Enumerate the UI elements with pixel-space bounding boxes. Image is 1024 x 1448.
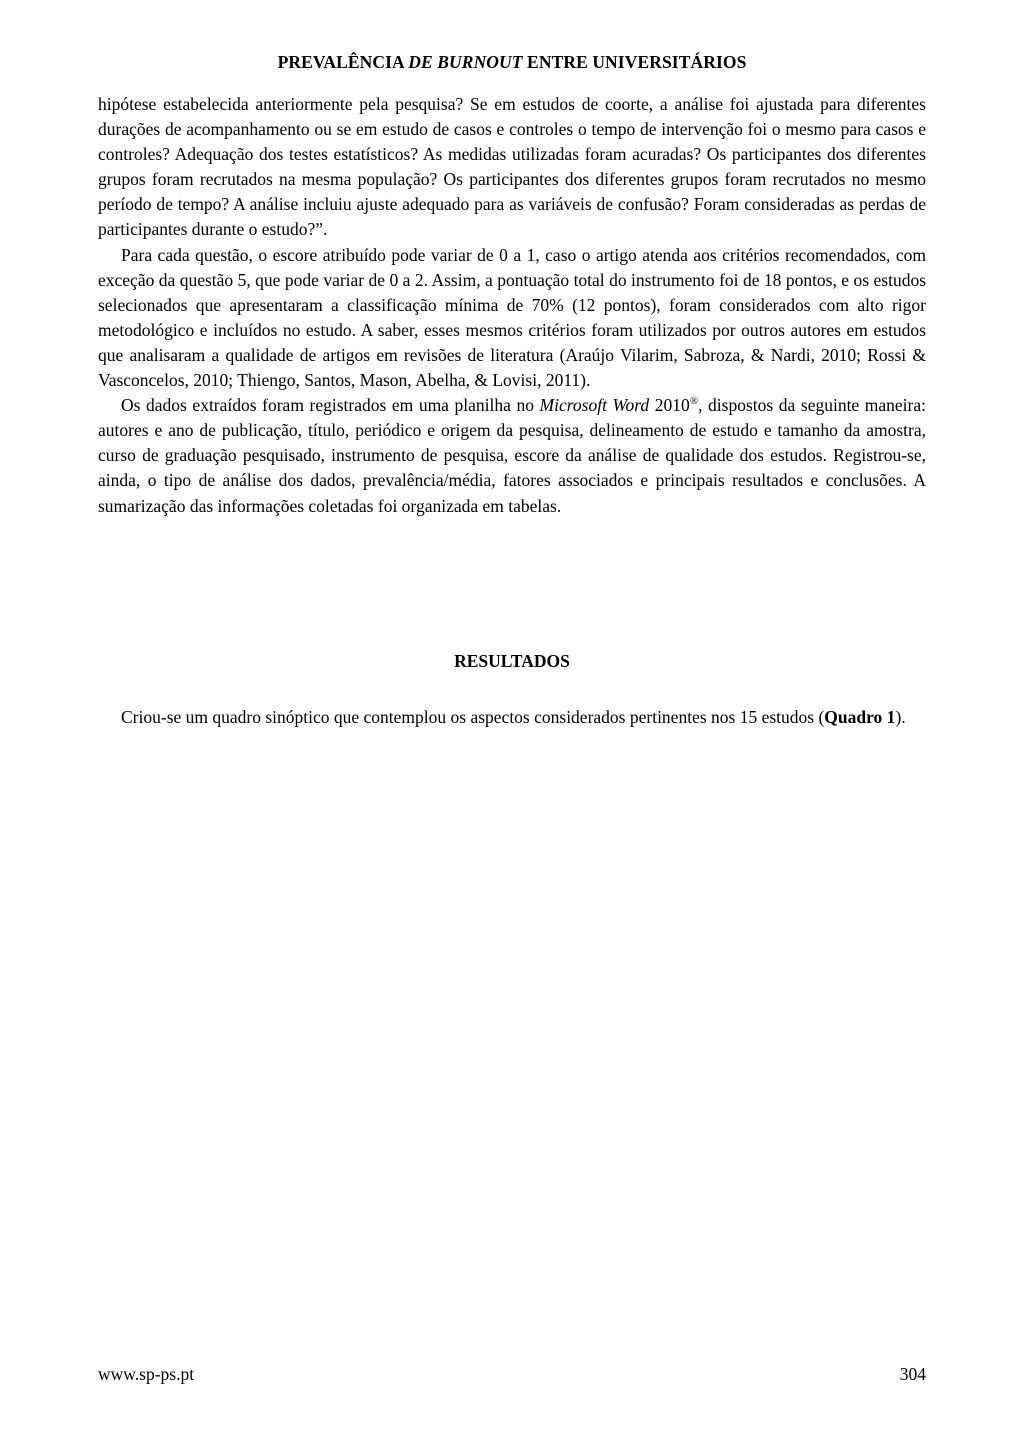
results-paragraph-bold: Quadro 1 (824, 707, 896, 727)
footer-url: www.sp-ps.pt (98, 1364, 195, 1384)
results-text (98, 705, 926, 730)
results-paragraph-text-a: Criou-se um quadro sinóptico que contemplou os aspectos considerados pertinentes nos 15 estudos ( (121, 707, 825, 727)
running-head-part1: PREVALÊNCIA (277, 52, 409, 72)
body-text (98, 92, 926, 519)
paragraph-1: hipótese estabelecida anteriormente pela pesquisa? Se em estudos de coorte, a análise foi ajustada para diferentes durações de acompanhamento ou se em estudo de casos e controles o tempo de intervenção foi o mesmo para casos e controles? Adequação dos testes estatísticos? As medidas utilizadas foram acuradas? Os participantes dos diferentes grupos foram recrutados na mesma população? Os participantes dos diferentes grupos foram recrutados no mesmo período de tempo? A análise incluiu ajuste adequado para as variáveis de confusão? Foram consideradas as perdas de participantes durante o estudo?”. (98, 94, 926, 240)
paragraph-3-text-a: Os dados extraídos foram registrados em uma planilha no (121, 395, 540, 416)
paragraph-3-text-c: , dispostos da seguinte maneira: autores e ano de publicação, título, periódico e origem da pesquisa, delineamento de estudo e tamanho da amostra, curso de graduação pesquisado, instrumento de pesquisa, escore da análise de qualidade dos estudos. Registrou-se, ainda, o tipo de análise dos dados, prevalência/média, fatores associados e principais resultados e conclusões. A sumarização das informações coletadas foi organizada em tabelas. (98, 395, 926, 516)
running-head-part2: ENTRE UNIVERSITÁRIOS (522, 52, 747, 72)
paragraph-2: Para cada questão, o escore atribuído pode variar de 0 a 1, caso o artigo atenda aos critérios recomendados, com exceção da questão 5, que pode variar de 0 a 2. Assim, a pontuação total do instrumento foi de 18 pontos, e os estudos selecionados que apresentaram a classificação mínima de 70% (12 pontos), foram considerados com alto rigor metodológico e incluídos no estudo. A saber, esses mesmos critérios foram utilizados por outros autores em estudos que analisaram a qualidade de artigos em revisões de literatura (Araújo Vilarim, Sabroza, & Nardi, 2010; Rossi & Vasconcelos, 2010; Thiengo, Santos, Mason, Abelha, & Lovisi, 2011). (98, 244, 926, 391)
paragraph-3-italic: Microsoft Word (539, 395, 650, 416)
paragraph-3 (98, 393, 926, 518)
running-head (98, 50, 926, 74)
results-paragraph (98, 705, 926, 730)
running-head-italic: DE BURNOUT (408, 52, 523, 72)
section-heading-results: RESULTADOS (454, 651, 570, 671)
results-paragraph-text-b: ). (895, 707, 906, 727)
paragraph-3-text-b: 2010 (649, 395, 690, 416)
page-number: 304 (899, 1364, 926, 1384)
registered-mark: ® (689, 395, 699, 408)
